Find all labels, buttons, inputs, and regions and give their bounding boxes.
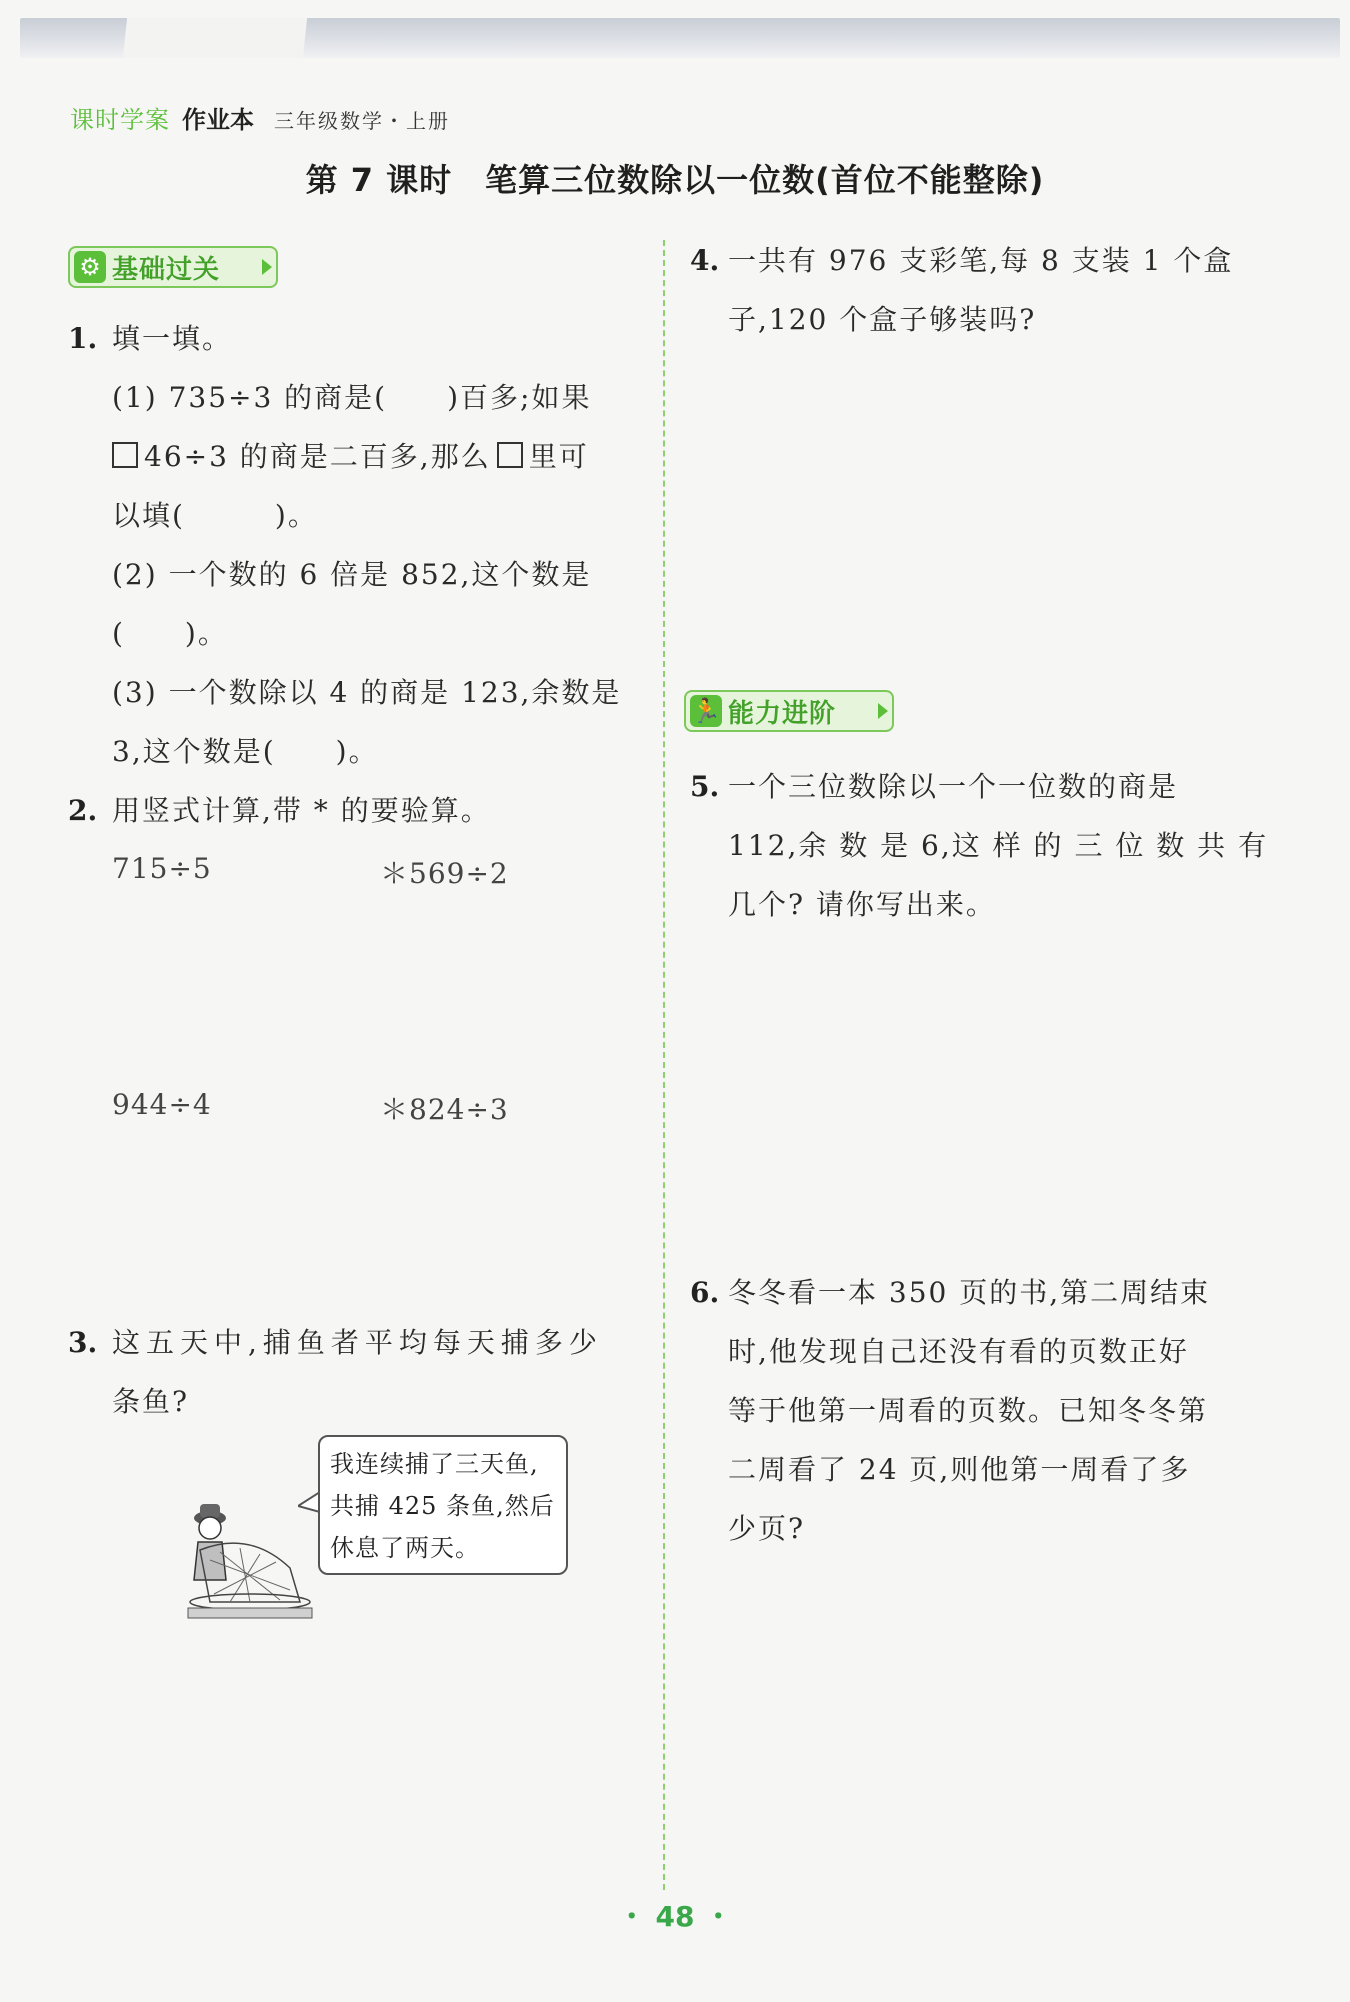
q1-line: ( )。 bbox=[112, 617, 228, 650]
blank-box bbox=[112, 442, 138, 468]
column-divider bbox=[663, 240, 665, 1890]
q3-line: 条鱼? bbox=[112, 1385, 190, 1418]
q5-line: 112,余 数 是 6,这 样 的 三 位 数 共 有 bbox=[728, 829, 1269, 862]
q1-line: (3) 一个数除以 4 的商是 123,余数是 bbox=[112, 676, 622, 709]
blank-box bbox=[497, 442, 523, 468]
section-basic-tag bbox=[68, 246, 278, 288]
page-number: ・ 48 ・ bbox=[617, 1900, 733, 1933]
q2-stem: 用竖式计算,带 * 的要验算。 bbox=[112, 794, 491, 827]
q1-line: 以填( )。 bbox=[112, 499, 318, 532]
question-number: 3. bbox=[68, 1326, 98, 1359]
q6-line: 冬冬看一本 350 页的书,第二周结束 bbox=[728, 1276, 1211, 1309]
q1-line: 3,这个数是( )。 bbox=[112, 735, 379, 768]
question-number: 2. bbox=[68, 794, 98, 827]
bubble-line: 我连续捕了三天鱼, bbox=[330, 1450, 539, 1478]
question-number: 1. bbox=[68, 322, 98, 355]
q1-line-part: 里可 bbox=[528, 440, 589, 473]
q6-line: 二周看了 24 页,则他第一周看了多 bbox=[728, 1453, 1191, 1486]
section-advanced-label: 能力进阶 bbox=[728, 698, 837, 729]
q5-line: 一个三位数除以一个一位数的商是 bbox=[728, 770, 1179, 803]
page-header bbox=[70, 100, 450, 134]
q4-line: 子,120 个盒子够装吗? bbox=[728, 303, 1037, 336]
speech-bubble-tail bbox=[298, 1492, 320, 1514]
grade-label: 三年级数学・上册 bbox=[274, 109, 450, 133]
division-problem: 715÷5 bbox=[112, 852, 212, 885]
division-problem: ＊824÷3 bbox=[380, 1093, 509, 1126]
q6-line: 等于他第一周看的页数。已知冬冬第 bbox=[728, 1394, 1209, 1427]
bubble-line: 休息了两天。 bbox=[330, 1534, 480, 1562]
q1-line: (1) 735÷3 的商是( )百多;如果 bbox=[112, 381, 592, 414]
question-number: 4. bbox=[690, 244, 720, 277]
gear-icon: ⚙ bbox=[74, 251, 106, 283]
speech-bubble bbox=[318, 1435, 568, 1575]
q3-line: 这五天中,捕鱼者平均每天捕多少 bbox=[112, 1326, 603, 1359]
division-problem: 944÷4 bbox=[112, 1088, 212, 1121]
arrow-icon bbox=[262, 259, 272, 275]
lesson-title: 第 7 课时 笔算三位数除以一位数(首位不能整除) bbox=[305, 161, 1045, 199]
q4-line: 一共有 976 支彩笔,每 8 支装 1 个盒 bbox=[728, 244, 1234, 277]
scan-top-band bbox=[20, 18, 1340, 58]
q1-stem: 填一填。 bbox=[112, 322, 233, 355]
question-number: 6. bbox=[690, 1276, 720, 1309]
bubble-line: 共捕 425 条鱼,然后 bbox=[330, 1492, 555, 1520]
running-person-icon: 🏃 bbox=[691, 697, 721, 725]
q6-line: 时,他发现自己还没有看的页数正好 bbox=[728, 1335, 1189, 1368]
brand-subtitle: 作业本 bbox=[182, 106, 254, 134]
q6-line: 少页? bbox=[728, 1512, 806, 1545]
section-advanced-tag bbox=[684, 690, 894, 732]
arrow-icon bbox=[878, 703, 888, 719]
q1-line: (2) 一个数的 6 倍是 852,这个数是 bbox=[112, 558, 592, 591]
q5-line: 几个? 请你写出来。 bbox=[728, 888, 996, 921]
section-basic-label: 基础过关 bbox=[112, 254, 221, 285]
brand-name: 课时学案 bbox=[70, 106, 170, 134]
q1-line-part: 46÷3 的商是二百多,那么 bbox=[144, 440, 491, 473]
question-number: 5. bbox=[690, 770, 720, 803]
division-problem: ＊569÷2 bbox=[380, 857, 509, 890]
q1-line bbox=[112, 427, 589, 486]
